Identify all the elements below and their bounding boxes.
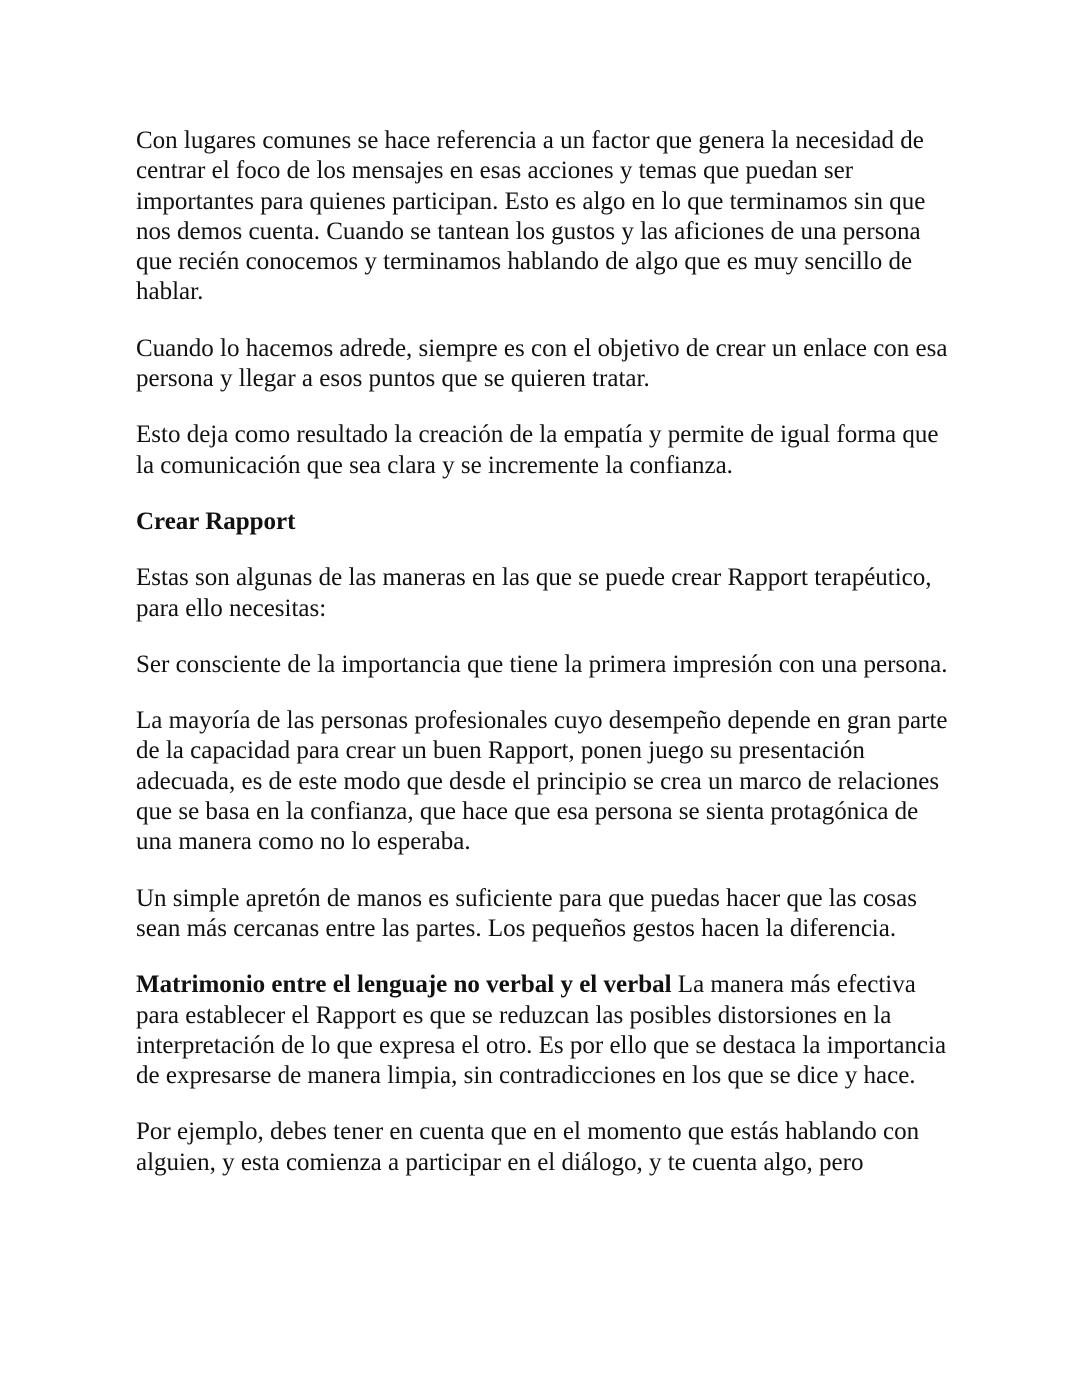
paragraph-adrede: Cuando lo hacemos adrede, siempre es con el objetivo de crear un enlace con esa persona y llegar a esos puntos que se quieren tratar.	[136, 334, 948, 393]
paragraph-lugares-comunes: Con lugares comunes se hace referencia a un factor que genera la necesidad de centrar el foco de los mensajes en esas acciones y temas que puedan ser importantes para quienes participan. Esto es algo en lo que terminamos sin que nos demos cuenta. Cuando se tantean los gustos y las aficiones de una persona que recién conocemos y terminamos hablando de algo que es muy sencillo de hablar.	[136, 127, 926, 306]
paragraph-matrimonio-lenguaje	[136, 970, 948, 1091]
paragraph-empatia: Esto deja como resultado la creación de la empatía y permite de igual forma que la comunicación que sea clara y se incremente la confianza.	[136, 421, 939, 479]
heading-crear-rapport: Crear Rapport	[136, 507, 296, 535]
document-page	[136, 126, 948, 1204]
paragraph-por-ejemplo: Por ejemplo, debes tener en cuenta que en el momento que estás hablando con alguien, y esta comienza a participar en el diálogo, y te cuenta algo, pero	[136, 1118, 920, 1176]
paragraph-matrimonio-text: La manera más efectiva para establecer el Rapport es que se reduzcan las posibles distorsiones en la interpretación de lo que expresa el otro. Es por ello que se destaca la importancia de expresarse de manera limpia, sin contradicciones en los que se dice y hace.	[136, 971, 947, 1090]
subheading-matrimonio: Matrimonio entre el lenguaje no verbal y el verbal	[136, 971, 672, 999]
paragraph-apreton-manos: Un simple apretón de manos es suficiente para que puedas hacer que las cosas sean más cercanas entre las partes. Los pequeños gestos hacen la diferencia.	[136, 884, 917, 942]
paragraph-primera-impresion: Ser consciente de la importancia que tiene la primera impresión con una persona.	[136, 650, 948, 678]
paragraph-profesionales: La mayoría de las personas profesionales cuyo desempeño depende en gran parte de la capacidad para crear un buen Rapport, ponen juego su presentación adecuada, es de este modo que desde el principio se crea un marco de relaciones que se basa en la confianza, que hace que esa persona se sienta protagónica de una manera como no lo esperaba.	[136, 707, 948, 856]
paragraph-maneras: Estas son algunas de las maneras en las que se puede crear Rapport terapéutico, para ello necesitas:	[136, 564, 932, 622]
